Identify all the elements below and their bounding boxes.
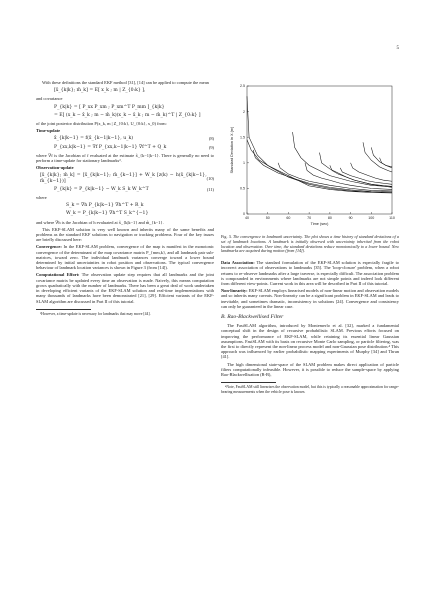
equation-9: [36, 145, 214, 150]
figure-3: [227, 80, 397, 232]
footnote-rule: [36, 309, 91, 310]
x-axis-label: Time (sec): [310, 222, 329, 226]
convergence-heading: Convergence:: [36, 244, 62, 250]
equation-8-text: x̂_{k|k−1} = f(x̂_{k−1|k−1}, u_k): [54, 136, 134, 142]
equation-10: [36, 173, 214, 183]
series-line-1: [247, 96, 392, 193]
equation-mean-text: [x̂_{k|k}; m̂_k] = E[ x_k ; m | Z_{0:k} ],: [54, 88, 146, 94]
covariance-intro: and covariance: [36, 96, 63, 102]
data-association-text: The standard formulation of the EKF-SLAM solution is especially fragile to incorrect association of observations to landmarks [35]. The 'loop-closure' problem, when a robot returns to re-observe landmarks after a large traverse, is especially difficult. The association problem is compounded in environments where landmarks are not simple points and indeed look different from different view-points. Current work in this area will be described in Part II of this tutorial.: [221, 260, 399, 286]
x-tick-label: 80: [327, 216, 332, 220]
y-tick-label: 0: [243, 212, 245, 217]
equation-8: [36, 136, 214, 141]
data-association-heading: Data Association:: [221, 260, 255, 266]
nonlinearity-paragraph: [221, 288, 399, 309]
series-line-2: [247, 140, 392, 193]
x-tick-label: 100: [368, 216, 375, 220]
y-tick-label: 1: [243, 161, 245, 165]
convergence-paragraph: [36, 244, 214, 270]
equation-10-number: (10): [206, 176, 214, 182]
series-line-12: [371, 147, 392, 167]
x-tick-label: 40: [245, 216, 249, 220]
time-update-heading: Time-update: [36, 128, 61, 134]
intro-paragraph: With these definitions the standard EKF method [31], [14] can be applied to compute the mean: [42, 80, 209, 85]
computational-text: The observation update step requires that all landmarks and the joint covariance matrix be updated every time an observation is made. Naively, this means computation grows quadratically with the number of landmarks. There has been a great deal of work undertaken in developing efficient variants of the EKF-SLAM solution and real-time implementations with many thousands of landmarks have been demonstrated [21], [29]. Efficient variants of the EKF-SLAM algorithm are discussed in Part II of this tutorial.: [36, 272, 214, 304]
computational-paragraph: [36, 272, 214, 303]
observation-update-heading: Observation-update: [36, 165, 74, 171]
figure-caption: [221, 235, 399, 254]
figure-caption-text: The convergence in landmark uncertainty. The plot shows a time history of standard deviations of a set of landmark locations. A landmark is initially observed with uncertainty inherited from the robot location and observation. Over time, the standard deviations reduce monotonically to a lower bound. New landmarks are acquired during motion (from [14]).: [221, 234, 399, 254]
where-text: where: [36, 195, 47, 201]
plot-area: [247, 86, 392, 214]
equation-9-number: (9): [208, 144, 214, 150]
equation-w-text: W_k = P_{k|k−1} ∇h^T S_k^{−1}: [66, 211, 149, 217]
equation-11-number: (11): [206, 186, 214, 192]
x-tick-label: 110: [389, 216, 395, 220]
equation-mean: [36, 88, 214, 93]
series-line-11: [363, 142, 392, 172]
convergence-text: In the EKF-SLAM problem, convergence of the map is manifest in the monotonic convergence of the determinant of the map covariance matrix P_{mm,k}, and all landmark pair sub-matrices, toward zero. The individual landmark variances converge toward a lower bound determined by initial uncertainties in robot position and observations. The typical convergence behaviour of landmark location variances is shown in Figure 3 (from [14]).: [36, 244, 214, 271]
y-tick-label: 0.5: [240, 186, 245, 191]
data-association-paragraph: [221, 260, 399, 286]
figure-caption-label: Fig. 3.: [221, 234, 232, 239]
h-jacobian-text: and where ∇h is the Jacobian of h evaluated at x̂_{k|k−1} and m̂_{k−1}.: [36, 219, 164, 225]
high-dimension-paragraph: The high dimensional state-space of the SLAM problem makes direct application of particle filters computationally infeasible. However, it is possible to reduce the sample-space by applying Rao-Blackwellisation (R-B),: [221, 361, 399, 378]
nonlinearity-text: EKF-SLAM employs linearised models of non-linear motion and observation models and so inherits many caveats. Non-linearity can be a significant problem in EKF-SLAM and leads to inevitable, and sometimes dramatic, inconsistency in solutions [24]. Convergence and consistency can only be guaranteed in the linear case.: [221, 288, 399, 309]
x-tick-label: 50: [265, 216, 270, 220]
jacobian-text: where ∇f is the Jacobian of f evaluated at the estimate x̂_{k−1|k−1}. There is generally no need to perform a time-update for stationary landmarks³.: [36, 152, 214, 164]
x-tick-label: 70: [307, 216, 312, 220]
x-tick-label: 90: [348, 216, 353, 220]
footnote-left: ³However, a time-update is necessary for landmarks that may move [44].: [40, 311, 151, 316]
convergence-chart: [227, 80, 397, 232]
equation-10-text: [x̂_{k|k}; m̂_k] = [x̂_{k|k−1}; m̂_{k−1}] + W_k [z(k) − h(x̂_{k|k−1}, m̂_{k−1})]: [40, 173, 207, 184]
computational-heading: Computational Effort:: [36, 272, 80, 278]
series-line-13: [380, 158, 392, 167]
series-line-9: [340, 168, 392, 184]
right-column: [221, 80, 399, 396]
equation-11: [36, 187, 214, 192]
equation-cov2: = E[ (x_k − x̂_k ; m − m̂_k)(x_k − x̂_k ; m − m̂_k)^T | Z_{0:k} ]: [54, 112, 201, 118]
joint-posterior-text: of the joint posterior distribution P(x_k, m | Z_{0:k}, U_{0:k}, x_0) from:: [36, 121, 167, 127]
x-tick-label: 60: [286, 216, 291, 220]
y-tick-label: 2.5: [240, 84, 245, 89]
y-tick-label: 1.5: [240, 135, 245, 140]
equation-covariance: [36, 105, 214, 118]
equation-11-text: P_{k|k} = P_{k|k−1} − W_k S_k W_k^T: [54, 186, 149, 192]
equation-cov1: P_{k|k} = [ P_xx P_xm ; P_xm^T P_mm ]_{k|k}: [54, 104, 165, 110]
left-column: [36, 80, 214, 318]
equation-8-number: (8): [208, 136, 214, 142]
footnote-rule-right: [221, 382, 276, 383]
equation-s: [36, 203, 214, 208]
section-title: B. Rao-Blackwellised Filter: [221, 314, 284, 321]
y-tick-label: 2: [243, 109, 245, 114]
series-line-3: [253, 150, 392, 192]
y-axis-label: Standard Deviation in X (m): [230, 126, 234, 174]
equation-w: [36, 211, 214, 216]
equation-9-text: P_{xx,k|k−1} = ∇f P_{xx,k−1|k−1} ∇f^T + Q_k: [54, 144, 167, 150]
equation-s-text: S_k = ∇h P_{k|k−1} ∇h^T + R_k: [66, 203, 144, 209]
footnote-right: ⁴Note, FastSLAM still linearises the observation model, but this is typically a reasonable approximation for range-bearing measurements when the vehicle pose is known.: [221, 385, 399, 394]
fastslam-paragraph: The FastSLAM algorithm, introduced by Montemerlo et al. [32], marked a fundamental conceptual shift in the design of recursive probabilistic SLAM. Previous efforts focused on improving the performance of EKF-SLAM, while retaining its essential linear Gaussian assumptions. FastSLAM with its basis on recursive Monte Carlo sampling, or particle filtering, was the first to directly represent the non-linear process model and non-Gaussian pose distribution.⁴ This approach was influenced by earlier probabilistic mapping experiments of Murphy [34] and Thrun [41].: [221, 323, 399, 360]
nonlinearity-heading: Non-linearity:: [221, 288, 248, 294]
page-number: 5: [396, 46, 399, 51]
solution-paragraph: This EKF-SLAM solution is very well known and inherits many of the same benefits and problems as the standard EKF solutions to navigation or tracking problems. Four of the key issues are briefly discussed here:: [36, 226, 214, 243]
